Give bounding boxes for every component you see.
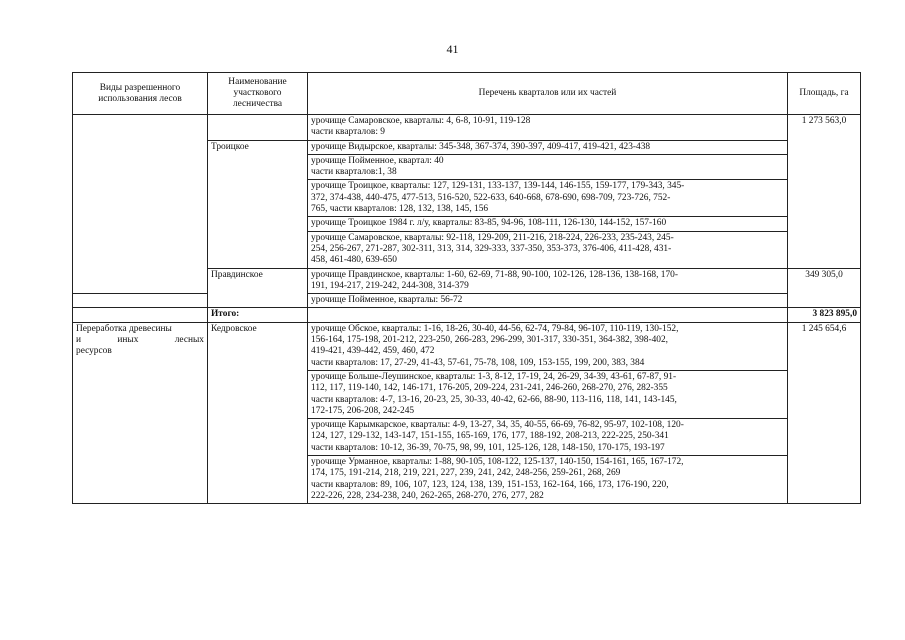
- forestry-cell-empty: [208, 115, 308, 141]
- quarters-cell: [308, 217, 788, 231]
- quarters-line: урочище Урманное, кварталы: 1-88, 90-105, 108-122, 125-137, 140-150, 154-161, 165, 167-172,: [311, 457, 684, 468]
- table-row: [73, 322, 861, 370]
- quarters-line: урочище Самаровское, кварталы: 92-118, 129-209, 211-216, 218-224, 226-233, 235-243, 245-: [311, 232, 674, 243]
- quarters-line: урочище Троицкое 1984 г. л/у, кварталы: 83-85, 94-96, 108-111, 126-130, 144-152, 157-160: [311, 218, 667, 229]
- quarters-line: урочище Правдинское, кварталы: 1-60, 62-69, 71-88, 90-100, 102-126, 128-136, 138-168, 170-: [311, 269, 678, 280]
- quarters-line: части кварталов: 89, 106, 107, 123, 124, 138, 139, 151-153, 162-164, 166, 173, 176-190, 220,: [311, 479, 669, 490]
- forestry-cell-kedrovskoe: Кедровское: [208, 322, 308, 503]
- quarters-cell: [308, 322, 788, 370]
- quarters-line: части кварталов: 9: [311, 127, 385, 138]
- quarters-cell: [308, 180, 788, 217]
- quarters-line: части кварталов: 17, 27-29, 41-43, 57-61, 75-78, 108, 109, 153-155, 199, 200, 383, 384: [311, 357, 645, 368]
- area-cell-pravdinskoe: 349 305,0: [788, 268, 861, 308]
- forestry-cell-troitskoe: Троицкое: [208, 140, 308, 268]
- forestry-cell-pravdinskoe: Правдинское: [208, 268, 308, 308]
- quarters-line: урочище Самаровское, кварталы: 4, 6-8, 10-91, 119-128: [311, 116, 531, 126]
- page-number: 41: [446, 42, 459, 56]
- table-row: [73, 115, 861, 141]
- total-value: 3 823 895,0: [788, 308, 861, 322]
- use-type-line: и иных лесных: [76, 335, 204, 346]
- use-type-cell-processing: [73, 322, 208, 503]
- use-type-cell-empty: [73, 115, 208, 294]
- use-type-line: ресурсов: [76, 346, 112, 357]
- quarters-line: 174, 175, 191-214, 218, 219, 221, 227, 239, 241, 242, 248-256, 259-261, 268, 269: [311, 468, 621, 479]
- quarters-line: 222-226, 228, 234-238, 240, 262-265, 268-270, 276, 277, 282: [311, 490, 544, 501]
- header-area: Площадь, га: [788, 73, 861, 115]
- use-type-line: Переработка древесины: [76, 323, 172, 334]
- header-quarters: Перечень кварталов или их частей: [308, 73, 788, 115]
- total-empty-cell: [73, 308, 208, 322]
- quarters-line: урочище Больше-Леушинское, кварталы: 1-3, 8-12, 17-19, 24, 26-29, 34-39, 43-61, 67-87, 91-: [311, 371, 677, 382]
- table-row: [73, 294, 861, 308]
- quarters-line: части кварталов: 10-12, 36-39, 70-75, 98, 99, 101, 125-126, 128, 148-150, 170-175, 193-197: [311, 442, 665, 453]
- quarters-line: 112, 117, 119-140, 142, 146-171, 176-205, 209-224, 231-241, 246-260, 268-270, 276, 282-355: [311, 383, 668, 394]
- quarters-cell: [308, 294, 788, 308]
- total-empty-cell: [308, 308, 788, 322]
- quarters-line: 254, 256-267, 271-287, 302-311, 313, 314, 329-333, 337-350, 353-373, 376-406, 411-428, 431-: [311, 243, 672, 254]
- quarters-line: 156-164, 175-198, 201-212, 223-250, 266-283, 296-299, 301-317, 330-351, 364-382, 398-402,: [311, 335, 669, 346]
- header-row: [73, 73, 861, 115]
- quarters-line: 124, 127, 129-132, 143-147, 151-155, 165-169, 176, 177, 188-192, 208-213, 222-225, 250-341: [311, 431, 669, 442]
- header-forestry: Наименование участкового лесничества: [208, 73, 308, 115]
- quarters-line: урочище Троицкое, кварталы: 127, 129-131, 133-137, 139-144, 146-155, 159-177, 179-343, 345-: [311, 181, 685, 192]
- quarters-cell: [308, 370, 788, 418]
- quarters-cell: [308, 456, 788, 504]
- quarters-line: урочище Пойменное, квартал: 40: [311, 155, 444, 166]
- total-row: [73, 308, 861, 322]
- quarters-line: части кварталов:1, 38: [311, 167, 397, 178]
- quarters-cell: [308, 154, 788, 180]
- quarters-cell: [308, 231, 788, 268]
- quarters-line: 372, 374-438, 440-475, 477-513, 516-520, 522-633, 640-668, 678-690, 698-709, 723-726, 752-: [311, 192, 671, 203]
- total-label: Итого:: [208, 308, 308, 322]
- quarters-line: 172-175, 206-208, 242-245: [311, 405, 415, 416]
- quarters-line: части кварталов: 4-7, 13-16, 20-23, 25, 30-33, 40-42, 62-66, 88-90, 113-116, 118, 141, 143-145,: [311, 394, 677, 405]
- quarters-cell: [308, 115, 788, 141]
- quarters-line: 458, 461-480, 639-650: [311, 255, 397, 266]
- header-use-type: Виды разрешенного использования лесов: [73, 73, 208, 115]
- quarters-line: 419-421, 439-442, 459, 460, 472: [311, 346, 435, 357]
- quarters-cell: [308, 140, 788, 154]
- quarters-line: 191, 194-217, 219-242, 244-308, 314-379: [311, 280, 469, 291]
- quarters-line: урочище Карымкарское, кварталы: 4-9, 13-27, 34, 35, 40-55, 66-69, 76-82, 95-97, 102-108, 120-: [311, 420, 684, 431]
- quarters-cell: [308, 419, 788, 456]
- use-type-cell-empty: [73, 294, 208, 308]
- quarters-cell: [308, 268, 788, 294]
- area-cell-kedrovskoe: 1 245 654,6: [788, 322, 861, 503]
- quarters-line: 765, части кварталов: 128, 132, 138, 145, 156: [311, 204, 489, 215]
- area-cell-troitskoe: 1 273 563,0: [788, 115, 861, 269]
- quarters-line: урочище Видырское, кварталы: 345-348, 367-374, 390-397, 409-417, 419-421, 423-438: [311, 141, 651, 152]
- quarters-line: урочище Обское, кварталы: 1-16, 18-26, 30-40, 44-56, 62-74, 79-84, 96-107, 110-119, 130-152,: [311, 323, 679, 334]
- quarters-line: урочище Пойменное, кварталы: 56-72: [311, 295, 463, 306]
- quarters-table: [72, 72, 861, 504]
